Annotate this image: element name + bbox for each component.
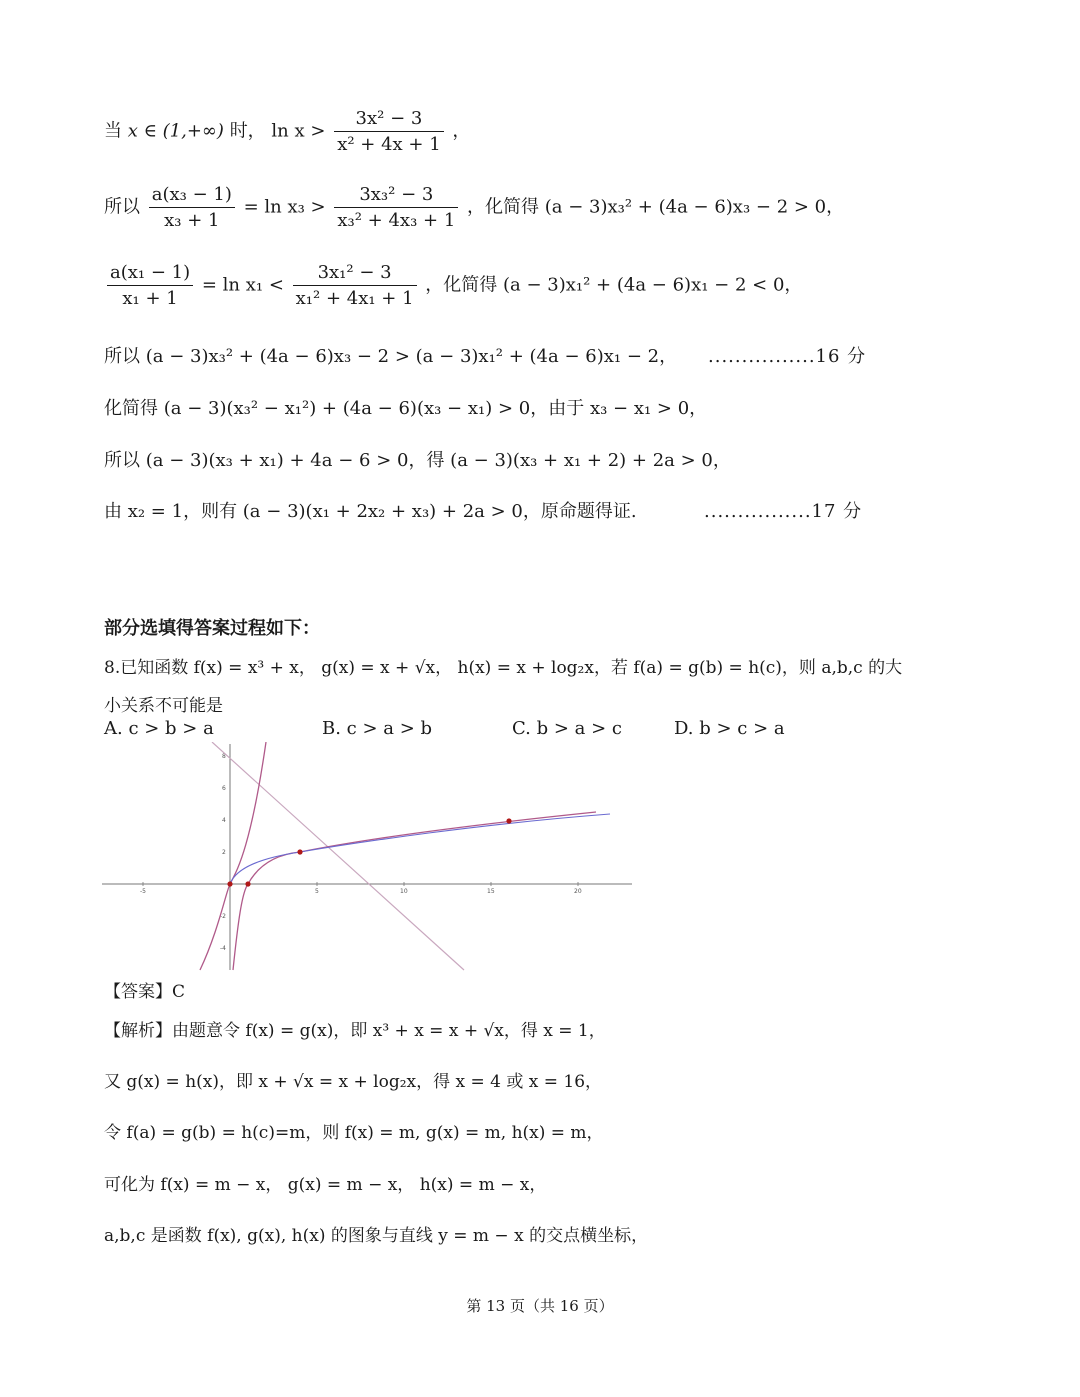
fraction [149, 184, 235, 231]
y-tick-label: 2 [222, 849, 226, 856]
x-tick-labels [140, 888, 582, 895]
score-16: ................16 分 [708, 346, 867, 367]
y-tick-label: 6 [222, 785, 226, 792]
function-graph [100, 742, 640, 972]
denominator: x₁ + 1 [122, 288, 178, 309]
numerator: 3x₁² − 3 [293, 262, 417, 286]
denominator: x₃ + 1 [164, 210, 220, 231]
option-a: A. c > b > a [104, 718, 214, 739]
answer-line: 【答案】C [104, 982, 186, 1002]
denominator: x₃² + 4x₃ + 1 [337, 210, 456, 231]
x-tick-label: 5 [315, 888, 319, 895]
question-8-line-2: 小关系不可能是 [104, 696, 223, 716]
x-tick-label: 15 [487, 888, 495, 895]
line-3 [104, 262, 802, 309]
numerator: a(x₁ − 1) [107, 262, 193, 286]
text: 时， [229, 120, 266, 142]
text: 所以 [104, 196, 140, 218]
line-5: 化简得 (a − 3)(x₃² − x₁²) + (4a − 6)(x₃ − x₁) > 0，由于 x₃ − x₁ > 0， [104, 398, 708, 419]
math: = ln x₃ > [243, 196, 326, 218]
fraction [107, 262, 193, 309]
math: ，化简得 (a − 3)x₁² + (4a − 6)x₁ − 2 < 0， [425, 274, 803, 296]
numerator: 3x₃² − 3 [334, 184, 458, 208]
y-tick-label: -2 [220, 913, 226, 920]
page-footer: 第 13 页（共 16 页） [466, 1297, 614, 1315]
line-y-m-minus-x [212, 742, 464, 970]
score-17: ................17 分 [704, 501, 863, 522]
text: ， [452, 120, 471, 142]
denominator: x₁² + 4x₁ + 1 [295, 288, 414, 309]
fraction [334, 108, 443, 155]
option-c: C. b > a > c [512, 718, 622, 739]
text: 当 [104, 120, 122, 142]
solution-line-2: 又 g(x) = h(x)，即 x + √x = x + log₂x，得 x = 4 或 x = 16， [104, 1072, 603, 1092]
option-b: B. c > a > b [322, 718, 433, 739]
line-1 [104, 108, 470, 155]
math: x ∈ (1,+∞) [127, 120, 224, 142]
math: ，化简得 (a − 3)x₃² + (4a − 6)x₃ − 2 > 0， [467, 196, 845, 218]
y-tick-labels [220, 753, 226, 952]
numerator: a(x₃ − 1) [149, 184, 235, 208]
curve-h [233, 812, 596, 970]
solution-line-3: 令 f(a) = g(b) = h(c)=m，则 f(x) = m, g(x) = m, h(x) = m， [104, 1123, 604, 1143]
math: = ln x₁ < [201, 274, 284, 296]
fraction [293, 262, 417, 309]
intersection-point [227, 881, 232, 886]
x-tick-label: -5 [140, 888, 146, 895]
intersection-point [245, 881, 250, 886]
y-tick-label: -4 [220, 945, 226, 952]
line-7: 由 x₂ = 1，则有 (a − 3)(x₁ + 2x₂ + x₃) + 2a > 0，原命题得证. [104, 501, 637, 522]
section-heading: 部分选填得答案过程如下： [104, 618, 320, 639]
x-tick-label: 20 [574, 888, 582, 895]
fraction [334, 184, 458, 231]
solution-line-4: 可化为 f(x) = m − x， g(x) = m − x， h(x) = m − x， [104, 1175, 547, 1195]
line-2 [104, 184, 844, 231]
y-tick-label: 4 [222, 817, 226, 824]
y-tick-label: 8 [222, 753, 226, 760]
curve-f [200, 742, 266, 970]
curve-g [230, 814, 610, 884]
denominator: x² + 4x + 1 [337, 134, 441, 155]
x-tick-label: 10 [400, 888, 408, 895]
solution-line-5: a,b,c 是函数 f(x), g(x), h(x) 的图象与直线 y = m − x 的交点横坐标， [104, 1226, 649, 1246]
intersection-point [506, 818, 511, 823]
solution-line-1: 【解析】由题意令 f(x) = g(x)，即 x³ + x = x + √x，得 x = 1， [104, 1021, 606, 1041]
intersection-point [297, 849, 302, 854]
line-6: 所以 (a − 3)(x₃ + x₁) + 4a − 6 > 0，得 (a − 3)(x₃ + x₁ + 2) + 2a > 0， [104, 450, 731, 471]
option-d: D. b > c > a [674, 718, 785, 739]
line-4: 所以 (a − 3)x₃² + (4a − 6)x₃ − 2 > (a − 3)x₁² + (4a − 6)x₁ − 2， [104, 346, 678, 367]
question-8-line-1: 8.已知函数 f(x) = x³ + x， g(x) = x + √x， h(x) = x + log₂x，若 f(a) = g(b) = h(c)，则 a,b,c 的大 [104, 658, 903, 678]
numerator: 3x² − 3 [334, 108, 443, 132]
math: ln x > [271, 120, 326, 142]
